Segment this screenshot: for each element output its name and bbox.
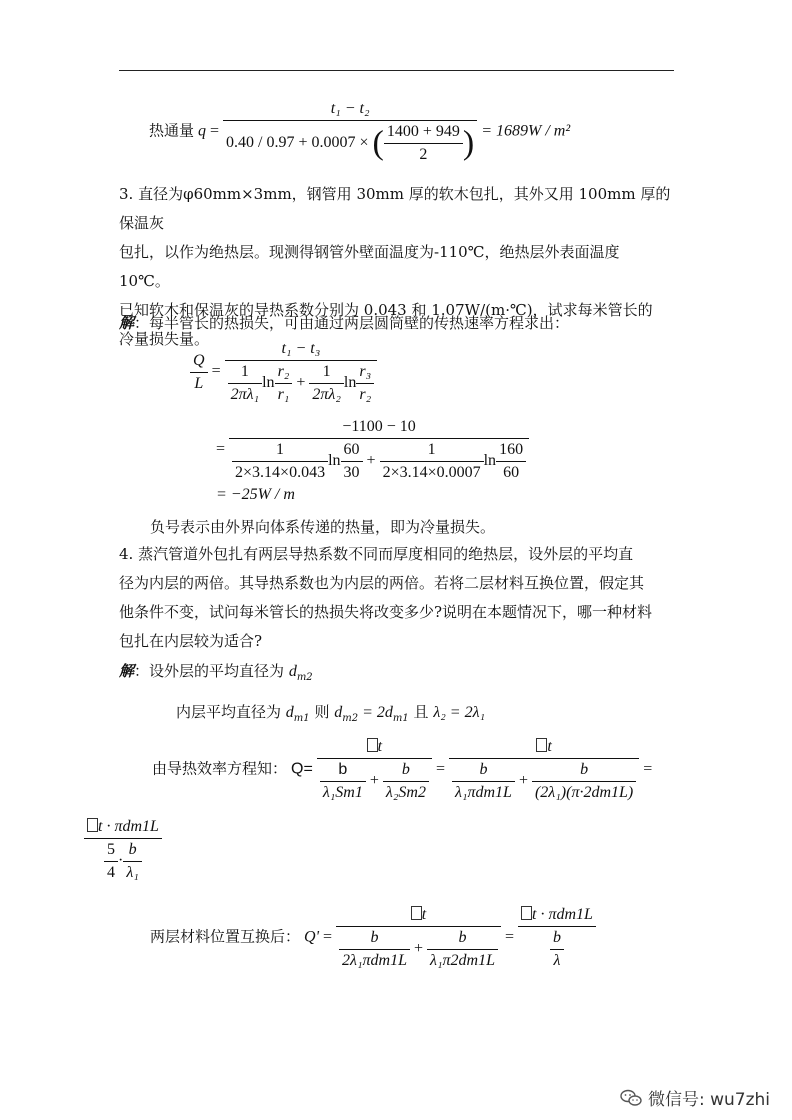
cylinder-heat-equation: $\frac{Q}{L}$ = t₁ − t₃ $\frac{1}{\text{2πλ₁}}$ ln $\frac{\text{r₂}}{\text{r₁}}$ + $\frac{1}{\text{2πλ₂}}$ ln $\frac{\text{r₃}}{\text{r₂}}$ xyxy=(190,340,377,404)
header-rule xyxy=(119,70,674,71)
result-line: = −25W / m xyxy=(216,486,295,503)
watermark-text: 微信号: wu7zhi xyxy=(647,1090,770,1110)
sign-note: 负号表示由外界向体系传递的热量，即为冷量损失。 xyxy=(150,518,496,536)
solution-4-intro: 解：设外层的平均直径为 $d_{m2}$ xyxy=(119,662,313,683)
missing-glyph-box xyxy=(367,738,378,752)
swapped-layers-equation: 两层材料位置互换后： Q' = t $\frac{b}{\text{2λ₁πdm1L}}$ + $\frac{b}{\text{λ₁π2dm1L}}$ = $\frac{\text{t · πdm1L}}{\frac{b}{\lambda}}$ xyxy=(150,906,596,970)
inner-diameter-line: 内层平均直径为 $d_{m1}$ 则 $d_{m2} = 2d_{m1}$ 且 λ₂ = 2λ₁ xyxy=(176,703,486,724)
problem-3: 3. 直径为φ60mm×3mm，钢管用 30mm 厚的软木包扎，其外又用 100mm 厚的保温灰 包扎，以作为绝热层。现测得钢管外壁面温度为-110℃，绝热层外表面温度 10℃。 已知软木和保温灰的导热系数分别为 0.043 和 1.07W/(m·℃)，试求每米管长的 冷量损失量。 xyxy=(119,185,671,348)
problem-4: 4. 蒸汽管道外包扎有两层导热系数不同而厚度相同的绝热层，设外层的平均直 径为内层的两倍。其导热系数也为内层的两倍。若将二层材料互换位置，假定其 他条件不变，试问每米管长的热损失将改变多少?说明在本题情况下，哪一种材料 包扎在内层较为适合? xyxy=(119,545,653,650)
missing-glyph-box xyxy=(87,818,98,832)
conduction-equation: 由导热效率方程知： Q= t $\frac{b}{\text{λ₁Sm1}}$ + $\frac{b}{\text{λ₂Sm2}}$ = t $\frac{b}{\text{λ₁πdm1L}}$ + $\frac{b}{\text{(2λ₁)(π·2dm1L)}}$ = xyxy=(152,738,653,801)
missing-glyph-box xyxy=(521,906,532,920)
simplified-expression: t · πdm1L $\frac{5}{4}$ · $\frac{b}{\text{λ₁}}$ xyxy=(84,818,162,882)
solution-3-intro: 解：每半管长的热损失，可由通过两层圆筒壁的传热速率方程求出： xyxy=(119,314,570,332)
wechat-icon xyxy=(620,1089,642,1107)
numeric-substitution: = −1100 − 10 $\frac{1}{2\times 3.14\times 0.043}$ ln $\frac{60}{30}$ + $\frac{1}{2\times 3.14\times 0.0007}$ ln $\frac{160}{60}$ xyxy=(216,418,529,482)
watermark xyxy=(620,1085,770,1110)
heat-flux-equation: 热通量 q = t₁ − t₂ 0.40 / 0.97 + 0.0007 × ( $\frac{1400 + 949}{2}$ ) = 1689W / m² xyxy=(149,100,571,163)
missing-glyph-box xyxy=(536,738,547,752)
missing-glyph-box xyxy=(411,906,422,920)
